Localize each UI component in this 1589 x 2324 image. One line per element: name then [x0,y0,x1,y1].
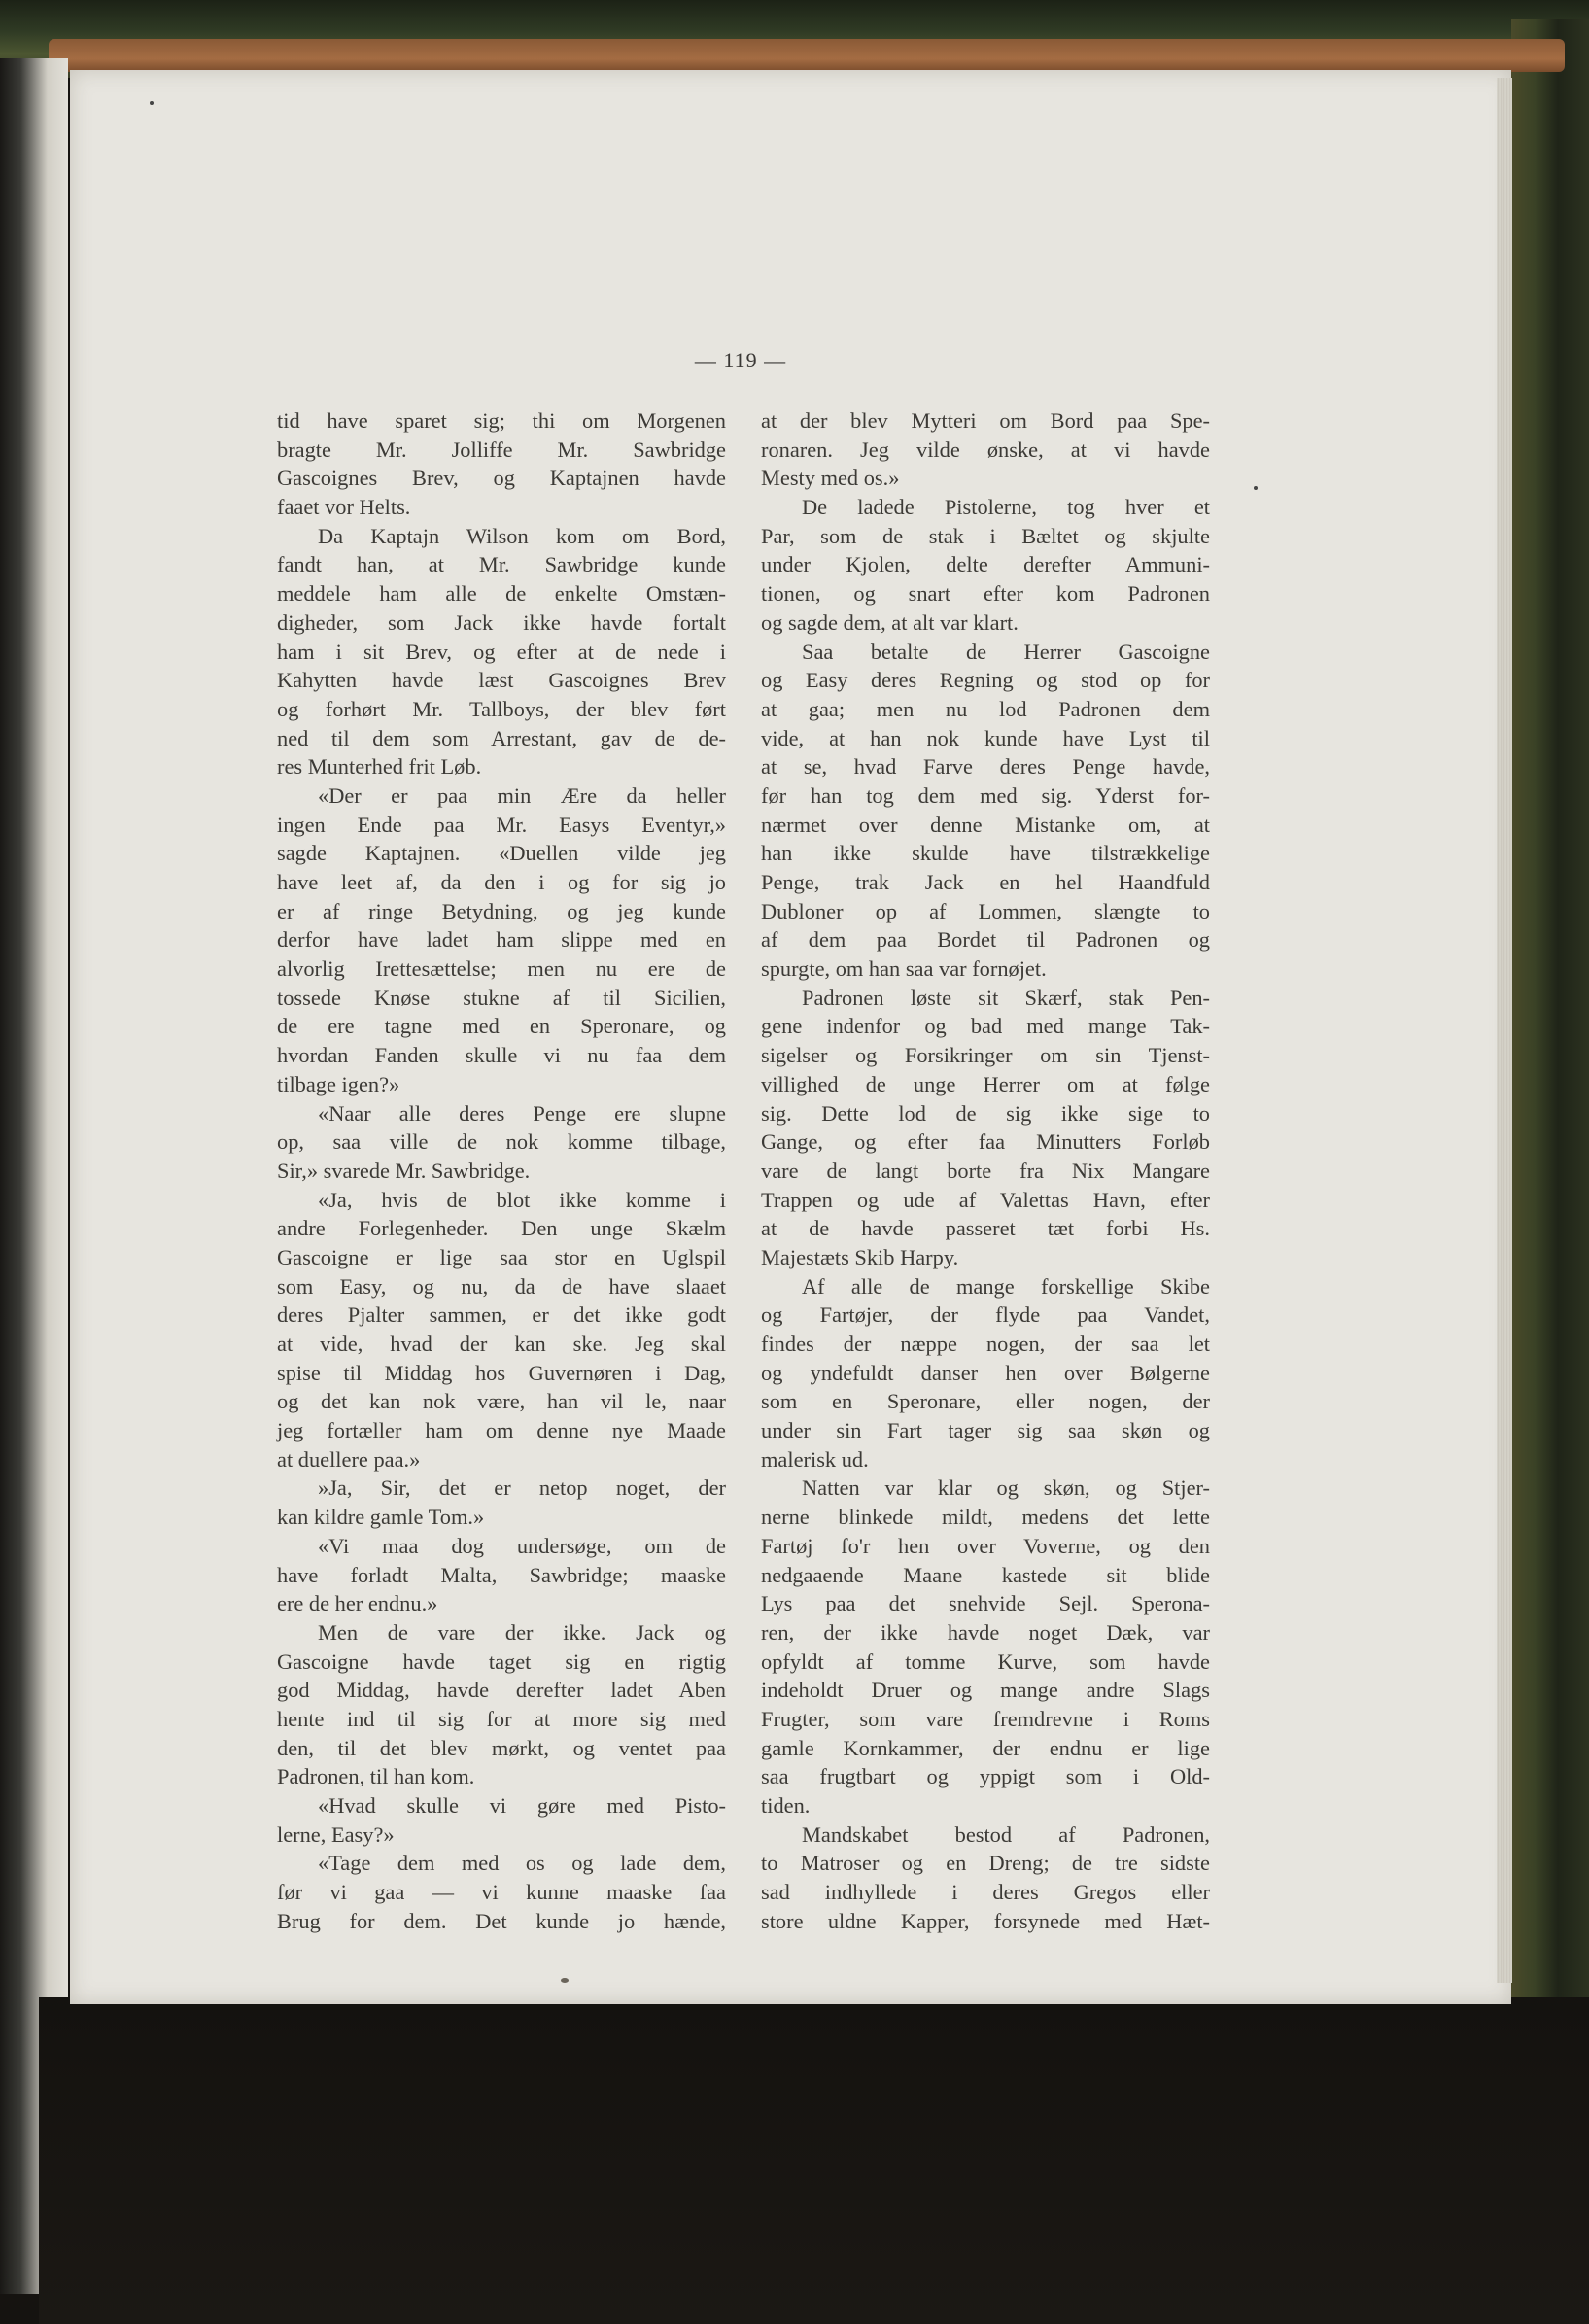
text-line: at se, hvad Farve deres Penge havde, [761,754,1210,780]
text-line: at vide, hvad der kan ske. Jeg skal [277,1332,726,1356]
text-line: at duellere paa.» [277,1446,421,1472]
text-line: sad indhyllede i deres Gregos eller [761,1880,1210,1905]
text-line: spise til Middag hos Guvernøren i Dag, [277,1360,726,1385]
text-line: ned til dem som Arrestant, gav de de- [277,725,726,750]
text-line: Natten var klar og skøn, og Stjer- [802,1475,1210,1501]
text-line: nerne blinkede mildt, medens det lette [761,1505,1210,1530]
text-line: tid have sparet sig; thi om Morgenen [277,408,726,433]
page-speck [150,101,154,105]
text-line: som en Speronare, eller nogen, der [761,1389,1210,1414]
text-line: fandt han, at Mr. Sawbridge kunde [277,552,726,577]
text-line: deres Pjalter sammen, er det ikke godt [277,1302,726,1328]
text-line: er af ringe Betydning, og jeg kunde [277,898,726,923]
text-line: Dubloner op af Lommen, slængte to [761,898,1210,923]
text-line: «Ja, hvis de blot ikke komme i [318,1187,726,1212]
text-line: før han tog dem med sig. Yderst for- [761,782,1210,808]
facing-page-edge [0,58,68,2294]
text-line: Majestæts Skib Harpy. [761,1244,959,1269]
book-cover-right [1511,19,1589,2324]
text-line: sigelser og Forsikringer om sin Tjenst- [761,1043,1210,1068]
text-line: og Easy deres Regning og stod op for [761,668,1210,693]
leather-binding-edge [49,39,1565,72]
text-line: den, til det blev mørkt, og ventet paa [277,1735,726,1760]
text-line: Padronen løste sit Skærf, stak Pen- [802,985,1210,1010]
page-fore-edge [1497,78,1512,1983]
text-line: Af alle de mange forskellige Skibe [802,1273,1210,1299]
text-line: sig. Dette lod de sig ikke sige to [761,1100,1210,1126]
text-line: nærmet over denne Mistanke om, at [761,812,1210,837]
text-line: Sir,» svarede Mr. Sawbridge. [277,1158,531,1183]
text-line: tossede Knøse stukne af til Sicilien, [277,985,726,1010]
text-line: «Naar alle deres Penge ere slupne [318,1100,726,1126]
text-line: og forhørt Mr. Tallboys, der blev ført [277,696,726,721]
text-line: alvorlig Irettesættelse; men nu ere de [277,956,726,982]
left-text-column [277,406,726,1935]
text-line: ere de her endnu.» [277,1591,438,1616]
text-line: Mesty med os.» [761,466,900,491]
text-line: »Ja, Sir, det er netop noget, der [318,1475,726,1501]
text-line: indeholdt Druer og mange andre Slags [761,1678,1210,1703]
text-line: at gaa; men nu lod Padronen dem [761,696,1210,721]
text-line: under sin Fart tager sig saa skøn og [761,1418,1210,1443]
text-line: have leet af, da den i og for sig jo [277,870,726,894]
text-line: hente ind til sig for at more sig med [277,1706,726,1731]
text-line: «Vi maa dog undersøge, om de [318,1533,726,1558]
text-line: malerisk ud. [761,1446,869,1472]
text-line: og det kan nok være, han vil le, naar [277,1389,726,1414]
text-line: Men de vare der ikke. Jack og [318,1619,726,1645]
text-line: op, saa ville de nok komme tilbage, [277,1129,726,1155]
text-line: villighed de unge Herrer om at følge [761,1071,1210,1096]
text-line: Trappen og ude af Valettas Havn, efter [761,1187,1210,1212]
text-line: meddele ham alle de enkelte Omstæn- [277,581,726,607]
text-line: saa frugtbart og yppigt som i Old- [761,1764,1210,1789]
text-line: ren, der ikke havde noget Dæk, var [761,1619,1210,1645]
text-line: gene indenfor og bad med mange Tak- [761,1014,1210,1039]
text-line: store uldne Kapper, forsynede med Hæt- [761,1908,1210,1933]
right-text-column [761,406,1210,1935]
text-line: gamle Kornkammer, der endnu er lige [761,1735,1210,1760]
text-line: «Tage dem med os og lade dem, [318,1851,726,1876]
text-line: vide, at han nok kunde have Lyst til [761,725,1210,750]
text-line: vare de langt borte fra Nix Mangare [761,1158,1210,1183]
text-line: andre Forlegenheder. Den unge Skælm [277,1216,726,1241]
text-line: Padronen, til han kom. [277,1764,475,1789]
text-line: Brug for dem. Det kunde jo hænde, [277,1908,726,1933]
text-line: findes der næppe nogen, der saa let [761,1332,1210,1356]
text-line: Gange, og efter faa Minutters Forløb [761,1129,1210,1155]
scan-background [39,1997,1589,2324]
page-speck [1254,486,1258,490]
text-line: Gascoigne er lige saa stor en Uglspil [277,1244,726,1269]
text-line: han ikke skulde have tilstrækkelige [761,841,1210,866]
ink-smudge [561,1978,569,1983]
text-line: kan kildre gamle Tom.» [277,1505,485,1530]
text-line: jeg fortæller ham om denne nye Maade [277,1418,726,1443]
text-line: bragte Mr. Jolliffe Mr. Sawbridge [277,436,726,462]
text-line: Gascoignes Brev, og Kaptajnen havde [277,466,726,491]
text-line: Lys paa det snehvide Sejl. Sperona- [761,1591,1210,1616]
text-line: tilbage igen?» [277,1071,400,1096]
text-line: at der blev Mytteri om Bord paa Spe- [761,408,1210,433]
text-line: at de havde passeret tæt forbi Hs. [761,1216,1210,1241]
text-line: som Easy, og nu, da de have slaaet [277,1273,726,1299]
text-line: opfyldt af tomme Kurve, som havde [761,1648,1210,1674]
text-line: og Fartøjer, der flyde paa Vandet, [761,1302,1210,1328]
text-line: Da Kaptajn Wilson kom om Bord, [318,523,726,548]
text-line: af dem paa Bordet til Padronen og [761,927,1210,953]
text-line: Kahytten havde læst Gascoignes Brev [277,668,726,693]
text-line: Saa betalte de Herrer Gascoigne [802,639,1210,664]
text-line: under Kjolen, delte derefter Ammuni- [761,552,1210,577]
text-line: ronaren. Jeg vilde ønske, at vi havde [761,436,1210,462]
text-line: nedgaaende Maane kastede sit blide [761,1562,1210,1587]
text-line: Penge, trak Jack en hel Haandfuld [761,870,1210,894]
text-line: tiden. [761,1793,811,1818]
text-line: sagde Kaptajnen. «Duellen vilde jeg [277,841,726,866]
text-line: ham i sit Brev, og efter at de nede i [277,639,726,664]
text-line: spurgte, om han saa var fornøjet. [761,956,1047,982]
page-number: — 119 — [694,348,787,372]
text-line: De ladede Pistolerne, tog hver et [802,495,1210,520]
text-line: faaet vor Helts. [277,495,411,520]
text-line: res Munterhed frit Løb. [277,754,482,780]
text-line: de ere tagne med en Speronare, og [277,1014,726,1039]
text-line: god Middag, havde derefter ladet Aben [277,1678,726,1703]
text-line: Fartøj fo'r hen over Voverne, og den [761,1533,1210,1558]
text-line: digheder, som Jack ikke havde fortalt [277,609,726,635]
text-line: og sagde dem, at alt var klart. [761,609,1019,635]
text-line: Frugter, som vare fremdrevne i Roms [761,1706,1210,1731]
text-line: «Der er paa min Ære da heller [318,782,726,808]
text-line: derfor have ladet ham slippe med en [277,927,726,953]
text-line: have forladt Malta, Sawbridge; maaske [277,1562,726,1587]
text-line: hvordan Fanden skulle vi nu faa dem [277,1043,726,1068]
text-line: Par, som de stak i Bæltet og skjulte [761,523,1210,548]
text-line: tionen, og snart efter kom Padronen [761,581,1210,607]
text-line: ingen Ende paa Mr. Easys Eventyr,» [277,812,726,837]
text-line: og yndefuldt danser hen over Bølgerne [761,1360,1210,1385]
text-line: før vi gaa — vi kunne maaske faa [277,1880,726,1905]
text-line: Mandskabet bestod af Padronen, [802,1821,1210,1847]
text-line: to Matroser og en Dreng; de tre sidste [761,1851,1210,1876]
text-line: lerne, Easy?» [277,1821,395,1847]
text-line: «Hvad skulle vi gøre med Pisto- [318,1793,726,1818]
text-line: Gascoigne havde taget sig en rigtig [277,1648,726,1674]
